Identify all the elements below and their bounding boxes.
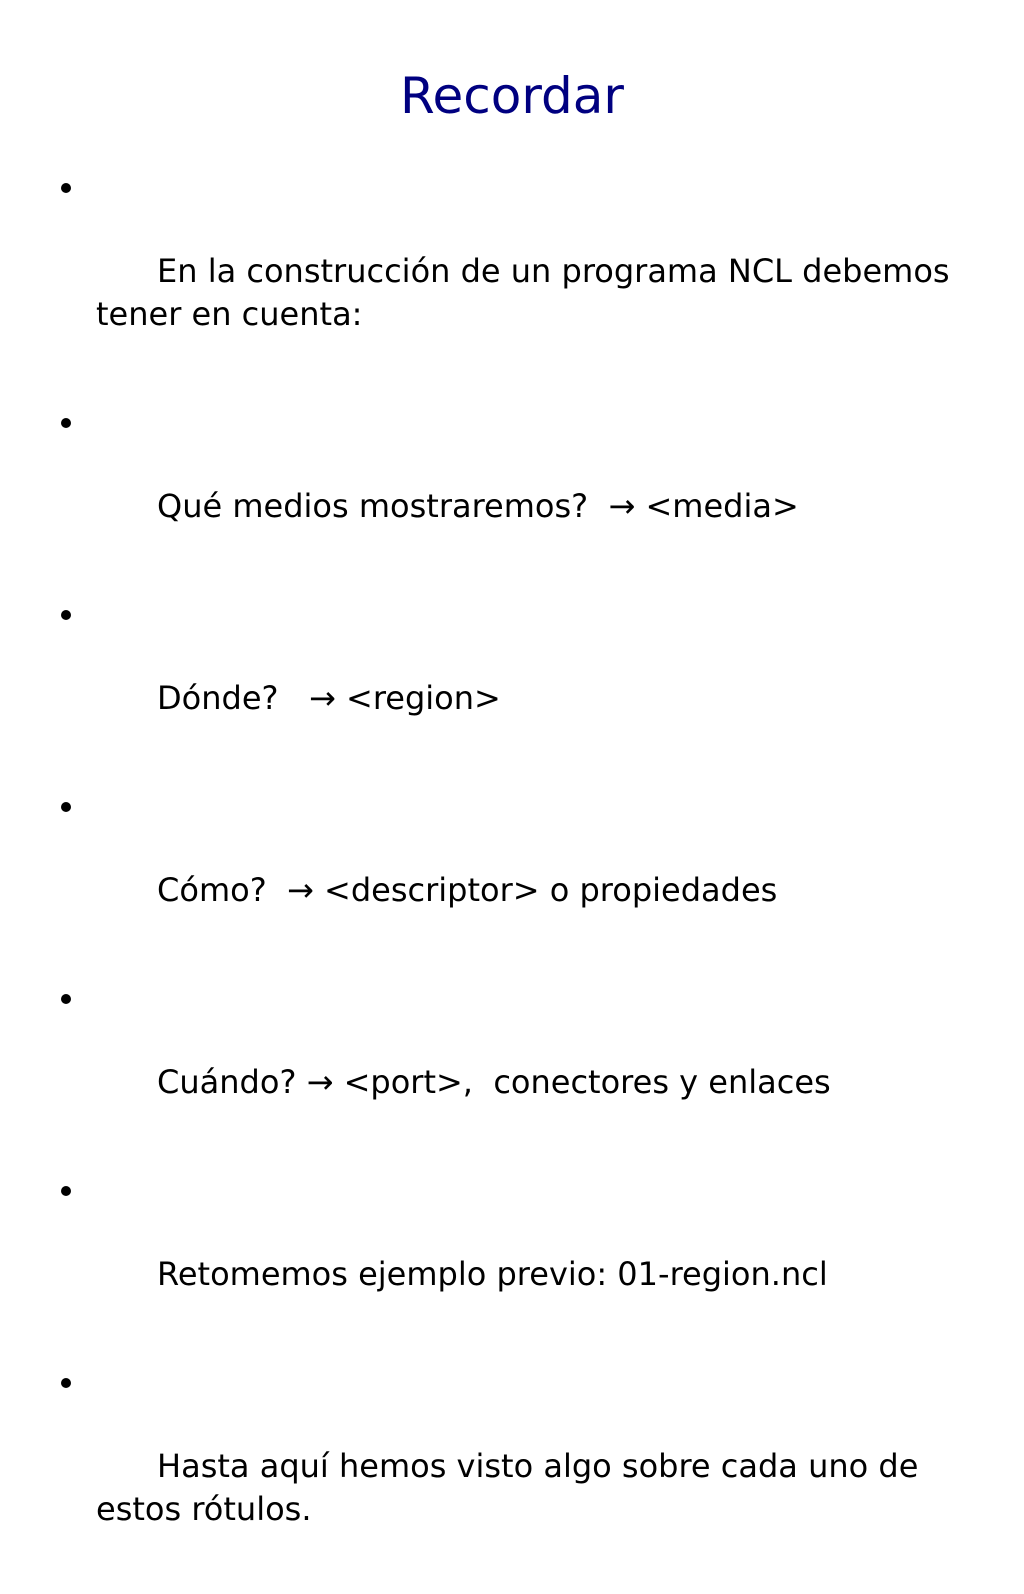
- list-item: [60, 164, 960, 379]
- bullet-icon: [61, 418, 71, 428]
- bullet-text: Qué medios mostraremos? → <media>: [157, 487, 799, 525]
- list-item: [60, 1359, 960, 1574]
- list-item: [60, 975, 960, 1147]
- bullet-list: [60, 164, 960, 1594]
- bullet-text: En la construcción de un programa NCL debemos tener en cuenta:: [96, 252, 960, 333]
- list-item: [60, 399, 960, 571]
- bullet-text: Cómo? → <descriptor> o propiedades: [157, 871, 778, 909]
- slide-title: Recordar: [400, 67, 624, 125]
- list-item: [60, 591, 960, 763]
- bullet-icon: [61, 994, 71, 1004]
- bullet-text: Hasta aquí hemos visto algo sobre cada uno de estos rótulos.: [96, 1447, 929, 1528]
- list-item: [60, 783, 960, 955]
- bullet-text: Cuándo? → <port>, conectores y enlaces: [157, 1063, 831, 1101]
- list-item: [60, 1167, 960, 1339]
- bullet-icon: [61, 610, 71, 620]
- bullet-text: Dónde? → <region>: [157, 679, 501, 717]
- bullet-icon: [61, 802, 71, 812]
- bullet-icon: [61, 1378, 71, 1388]
- bullet-icon: [61, 1186, 71, 1196]
- bullet-text: Retomemos ejemplo previo: 01-region.ncl: [157, 1255, 828, 1293]
- bullet-icon: [61, 183, 71, 193]
